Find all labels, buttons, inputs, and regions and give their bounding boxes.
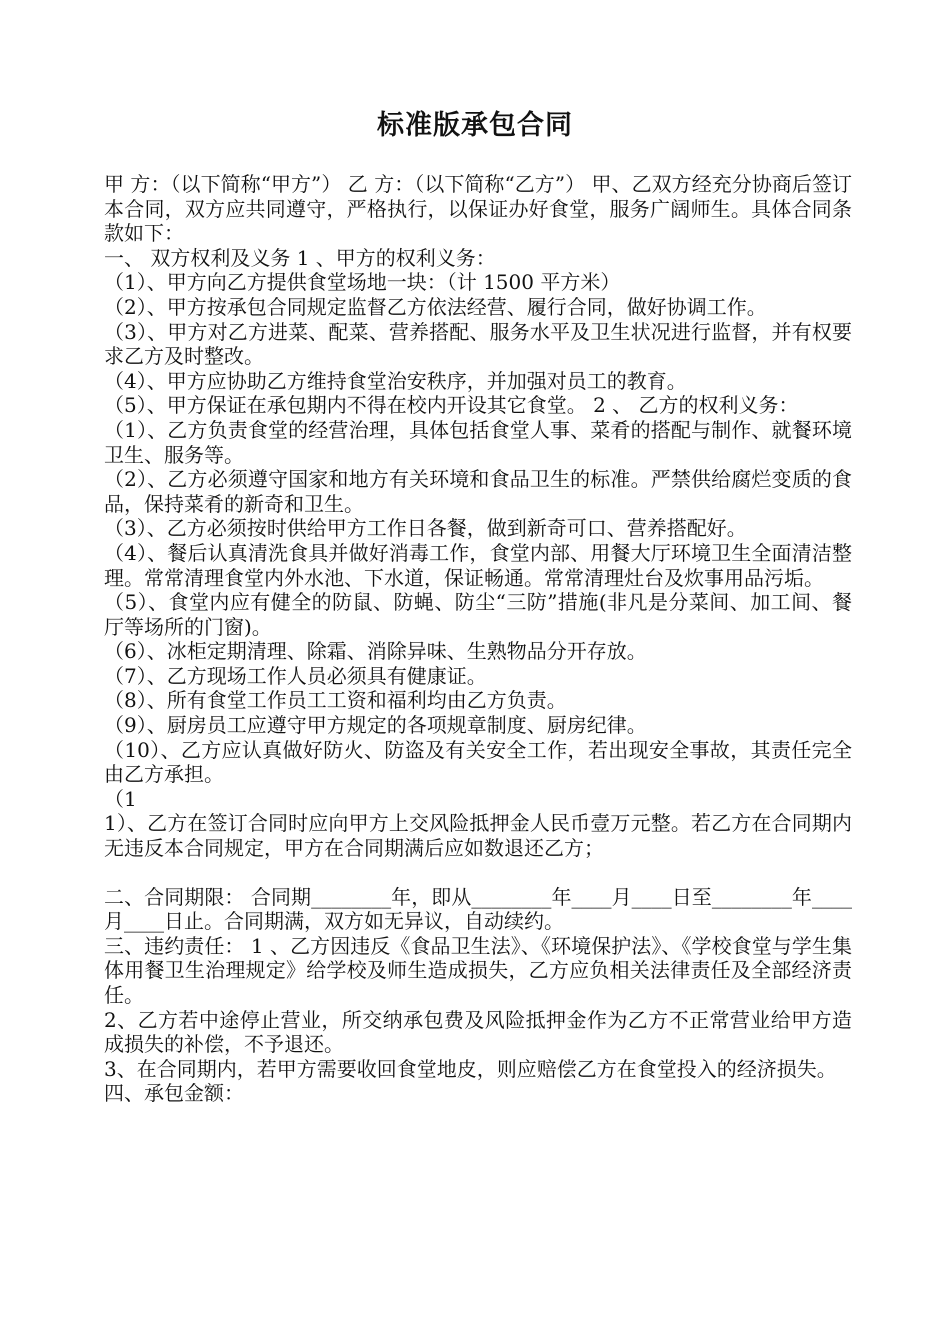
paragraph-contract-term: 二、合同期限： 合同期________年，即从________年____月____日至________年____月____日止。合同期满，双方如无异议，自动续约。	[104, 884, 852, 934]
paragraph-party-b-11-start: （1	[104, 786, 137, 811]
paragraph-section-1-heading: 一、 双方权利及义务 1 、甲方的权利义务：	[104, 245, 496, 270]
paragraph-party-b-2: （2）、乙方必须遵守国家和地方有关环境和食品卫生的标准。严禁供给腐烂变质的食品，保持菜肴的新奇和卫生。	[104, 467, 852, 516]
paragraph-party-a-1: （1）、甲方向乙方提供食堂场地一块：（计 1500 平方米）	[104, 270, 621, 295]
paragraph-party-a-5: （5）、甲方保证在承包期内不得在校内开设其它食堂。 2 、 乙方的权利义务：	[104, 393, 799, 418]
document-title: 标准版承包合同	[377, 110, 573, 141]
paragraph-party-b-11: 1）、乙方在签订合同时应向甲方上交风险抵押金人民币壹万元整。若乙方在合同期内无违反本合同规定，甲方在合同期满后应如数退还乙方；	[104, 811, 852, 861]
paragraph-contract-amount: 四、承包金额：	[104, 1081, 244, 1106]
paragraph-party-b-1: （1）、乙方负责食堂的经营治理，具体包括食堂人事、菜肴的搭配与制作、就餐环境卫生、服务等。	[104, 417, 852, 467]
paragraph-party-b-3: （3）、乙方必须按时供给甲方工作日各餐，做到新奇可口、营养搭配好。	[104, 516, 747, 541]
paragraph-party-b-4: （4）、餐后认真清洗食具并做好消毒工作，食堂内部、用餐大厅环境卫生全面清洁整理。常常清理食堂内外水池、下水道，保证畅通。常常清理灶台及炊事用品污垢。	[104, 540, 852, 590]
paragraph-party-b-6: （6）、冰柜定期清理、除霜、消除异味、生熟物品分开存放。	[104, 639, 647, 664]
paragraph-liability-2: 2、乙方若中途停止营业，所交纳承包费及风险抵押金作为乙方不正常营业给甲方造成损失的补偿，不予退还。	[104, 1007, 852, 1057]
paragraph-party-b-9: （9）、厨房员工应遵守甲方规定的各项规章制度、厨房纪律。	[104, 713, 647, 738]
paragraph-party-b-7: （7）、乙方现场工作人员必须具有健康证。	[104, 663, 487, 688]
document-body	[104, 172, 852, 1106]
paragraph-party-a-2: （2）、甲方按承包合同规定监督乙方依法经营、履行合同，做好协调工作。	[104, 294, 767, 319]
paragraph-liability-3: 3、在合同期内，若甲方需要收回食堂地皮，则应赔偿乙方在食堂投入的经济损失。	[104, 1056, 837, 1081]
paragraph-intro: 甲 方：（以下简称“甲方”） 乙 方：（以下简称“乙方”） 甲、乙双方经充分协商后签订本合同，双方应共同遵守，严格执行，以保证办好食堂，服务广阔师生。具体合同条款如下：	[104, 172, 852, 246]
paragraph-party-a-3: （3）、甲方对乙方进菜、配菜、营养搭配、服务水平及卫生状况进行监督，并有权要求乙方及时整改。	[104, 319, 852, 369]
paragraph-party-b-10: （10）、乙方应认真做好防火、防盗及有关安全工作，若出现安全事故，其责任完全由乙方承担。	[104, 737, 852, 787]
paragraph-party-b-5: （5）、食堂内应有健全的防鼠、防蝇、防尘“三防”措施(非凡是分菜间、加工间、餐厅等场所的门窗)。	[104, 590, 852, 639]
paragraph-party-b-8: （8）、所有食堂工作员工工资和福利均由乙方负责。	[104, 688, 567, 713]
blank-line	[104, 861, 852, 885]
paragraph-liability-1: 三、违约责任： 1 、乙方因违反《食品卫生法》、《环境保护法》、《学校食堂与学生集体用餐卫生治理规定》给学校及师生造成损失，乙方应负相关法律责任及全部经济责任。	[104, 933, 852, 1007]
paragraph-party-a-4: （4）、甲方应协助乙方维持食堂治安秩序，并加强对员工的教育。	[104, 368, 687, 393]
